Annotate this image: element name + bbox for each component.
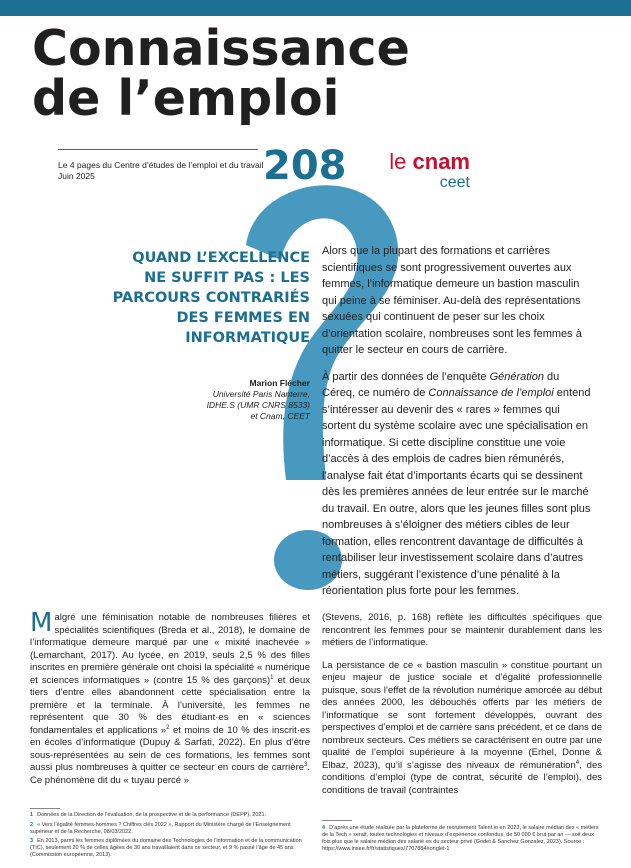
footnote-ref[interactable]: 1 xyxy=(270,674,274,681)
abstract-text: du Céreq, ce numéro de xyxy=(322,370,560,399)
abstract-paragraph-2 xyxy=(322,369,594,600)
ceet-wordmark: ceet xyxy=(439,174,470,191)
body-text: et deux tiers d’entre elles abandonnent cette spécialisation entre la première et la terminale. À l’université, les femmes ne représentent que 30 % des étudiant·es en « sciences fondamentales et applications » xyxy=(30,674,310,736)
headline-line-5: INFORMATIQUE xyxy=(185,330,310,346)
cnam-ceet-logo xyxy=(360,150,470,192)
le-cnam-wordmark xyxy=(360,150,470,174)
header-divider xyxy=(58,149,258,150)
author-affiliation-2: IDHE.S (UMR CNRS 8533) xyxy=(206,400,310,410)
footnote-text: Données de la Direction de l’évaluation, de la prospective et de la performance (DEPP), 2021. xyxy=(37,812,267,818)
body-paragraph xyxy=(30,608,310,787)
abstract-text: À partir des données de l’enquête xyxy=(322,370,490,383)
title-line-1: Connaissance xyxy=(32,20,410,77)
footnote-number: 3 xyxy=(30,838,34,844)
subtitle-series: Le 4 pages du Centre d’études de l’emploi et du travail xyxy=(58,160,264,170)
headline-line-1: QUAND L’EXCELLENCE xyxy=(132,250,310,266)
body-column-1 xyxy=(30,608,310,793)
footnote-rule xyxy=(30,808,60,809)
abstract xyxy=(322,243,594,610)
body-text: La persistance de ce « bastion masculin » constitue pourtant un enjeu majeur de justice sociale et d’égalité professionnelle puisque, sous l’effet de la révolution numérique amorcée au début des années 2000, les débouchés offerts par les métiers de l’informatique se sont fortement développés, ouvrant des perspectives d’emploi et de carrière sans précédent, et ce dans de nombreux secteurs. Ces métiers se caractérisent en outre par une qualité de l’emploi supérieure à la moyenne (Erhel, Donne & Elbaz, 2023), qu’il s’agisse des niveaux de rémunération xyxy=(322,659,602,771)
footnote-number: 2 xyxy=(30,822,34,828)
publication-subtitle xyxy=(58,160,264,182)
abstract-emphasis: Connaissance de l’emploi xyxy=(428,387,554,399)
title-line-2: de l’emploi xyxy=(32,70,340,127)
footnote-rule xyxy=(322,820,352,821)
body-text: , des conditions d’emploi (type de contrat, sécurité de l’emploi), des conditions de travail (contraintes xyxy=(322,759,602,796)
headline-line-2: NE SUFFIT PAS : LES xyxy=(144,270,310,286)
body-column-2 xyxy=(322,612,602,803)
author-block xyxy=(160,378,310,422)
issue-number: 208 xyxy=(263,143,347,189)
footnote-ref[interactable]: 2 xyxy=(166,724,170,731)
subtitle-date: Juin 2025 xyxy=(58,171,95,181)
footnote-number: 4 xyxy=(322,825,326,831)
body-paragraph xyxy=(322,660,602,798)
drop-cap: M xyxy=(30,608,53,638)
footnote-text: « Vers l’égalité femmes-hommes ? Chiffres clés 2022 », Rapport du Ministère chargé de l’Enseignement supérieur et de la Recherche, 08/03/2022. xyxy=(30,822,291,835)
author-name: Marion Flécher xyxy=(249,378,310,388)
footnote-number: 1 xyxy=(30,812,34,818)
footnote-ref[interactable]: 4 xyxy=(575,759,580,766)
brand-le: le xyxy=(389,149,413,174)
top-color-bar xyxy=(0,0,631,16)
body-paragraph: (Stevens, 2016, p. 168) reflète les difficultés spécifiques que rencontrent les femmes pour se maintenir durablement dans les métiers de l’informatique. xyxy=(322,612,602,648)
abstract-paragraph-1: Alors que la plupart des formations et carrières scientifiques se sont progressivement ouvertes aux femmes, l’informatique demeure un bastion masculin qui peine à se féminiser. Au-delà des représentations sexuées qui continuent de peser sur les choix d’orientation scolaire, nombreuses sont les femmes à quitter le secteur en cours de carrière. xyxy=(322,245,582,356)
brand-cnam: cnam xyxy=(412,149,470,174)
footnote-3 xyxy=(30,838,310,859)
body-text: . Ce phénomène dit du « tuyau percé » xyxy=(30,762,310,786)
footnote-ref[interactable]: 3 xyxy=(304,761,308,768)
author-affiliation-1: Université Paris Nanterre, xyxy=(212,389,310,399)
headline-line-3: PARCOURS CONTRARIÉS xyxy=(112,290,310,306)
footnote-1 xyxy=(30,812,310,819)
body-text: et moins de 10 % des inscrit·es en écoles d’informatique (Dupuy & Sarfati, 2022). En plus d’être sous-représentées au sein de ces formations, les femmes sont aussi plus nombreuses à quitter ce secteur en cours de carrière xyxy=(30,724,310,773)
author-affiliation-3: et Cnam, CEET xyxy=(250,411,310,421)
abstract-text: entend s’intéresser au devenir des « rares » femmes qui sortent du système scolaire avec une spécialisation en informatique. Si cette discipline constitue une voie d’accès à des emplois de cadres bien rémunérés, l’analyse fait état d’importants écarts qui se dessinent dès les premières années de leur entrée sur le marché du travail. En outre, alors que les jeunes filles sont plus nombreuses à s’éloigner des métiers cibles de leur formation, elles rencontrent davantage de difficultés à rentabiliser leur investissement scolaire dans d’autres métiers, suggérant l’existence d’une pénalité à la réorientation plus forte pour les femmes. xyxy=(322,387,591,597)
abstract-emphasis: Génération xyxy=(489,370,544,383)
body-text: algré une féminisation notable de nombreuses filières et spécialités scientifiques (Breda et al., 2018), le domaine de l’informatique demeure marqué par une « mixité inachevée » (Lemarchant, 2017). Au lycée, en 2019, seuls 2,5 % des filles inscrites en première générale ont choisi la spécialité « numérique et sciences informatiques » (contre 15 % des garçons) xyxy=(30,612,310,686)
publication-title xyxy=(32,20,410,127)
footnote-text: En 2013, parmi les femmes diplômées du domaine des Technologies de l’information et de la communication (TIC), seulement 20 % de celles âgées de 30 ans travaillaient dans ce secteur, et 9 % passé l’âge de 45 ans (Commission européenne, 2013). xyxy=(30,838,302,858)
article-headline xyxy=(110,248,310,348)
footnote-text: D’après une étude réalisée par la plateforme de recrutement Talent.io en 2023, le salaire médian des « métiers de la Tech » serait, toutes technologies et niveaux d’expérience confondus, de 50 000 € brut par an — soit deux fois plus que le salaire médian des salarié·es du secteur privé (Godet & Sanchez Gonzalez, 2023). Source : https://www.insee.fr/fr/statistiques/7707884#onglet-1 xyxy=(322,825,599,852)
footnote-2 xyxy=(30,822,310,836)
headline-line-4: DES FEMMES EN xyxy=(176,310,310,326)
footnote-4 xyxy=(322,825,602,853)
